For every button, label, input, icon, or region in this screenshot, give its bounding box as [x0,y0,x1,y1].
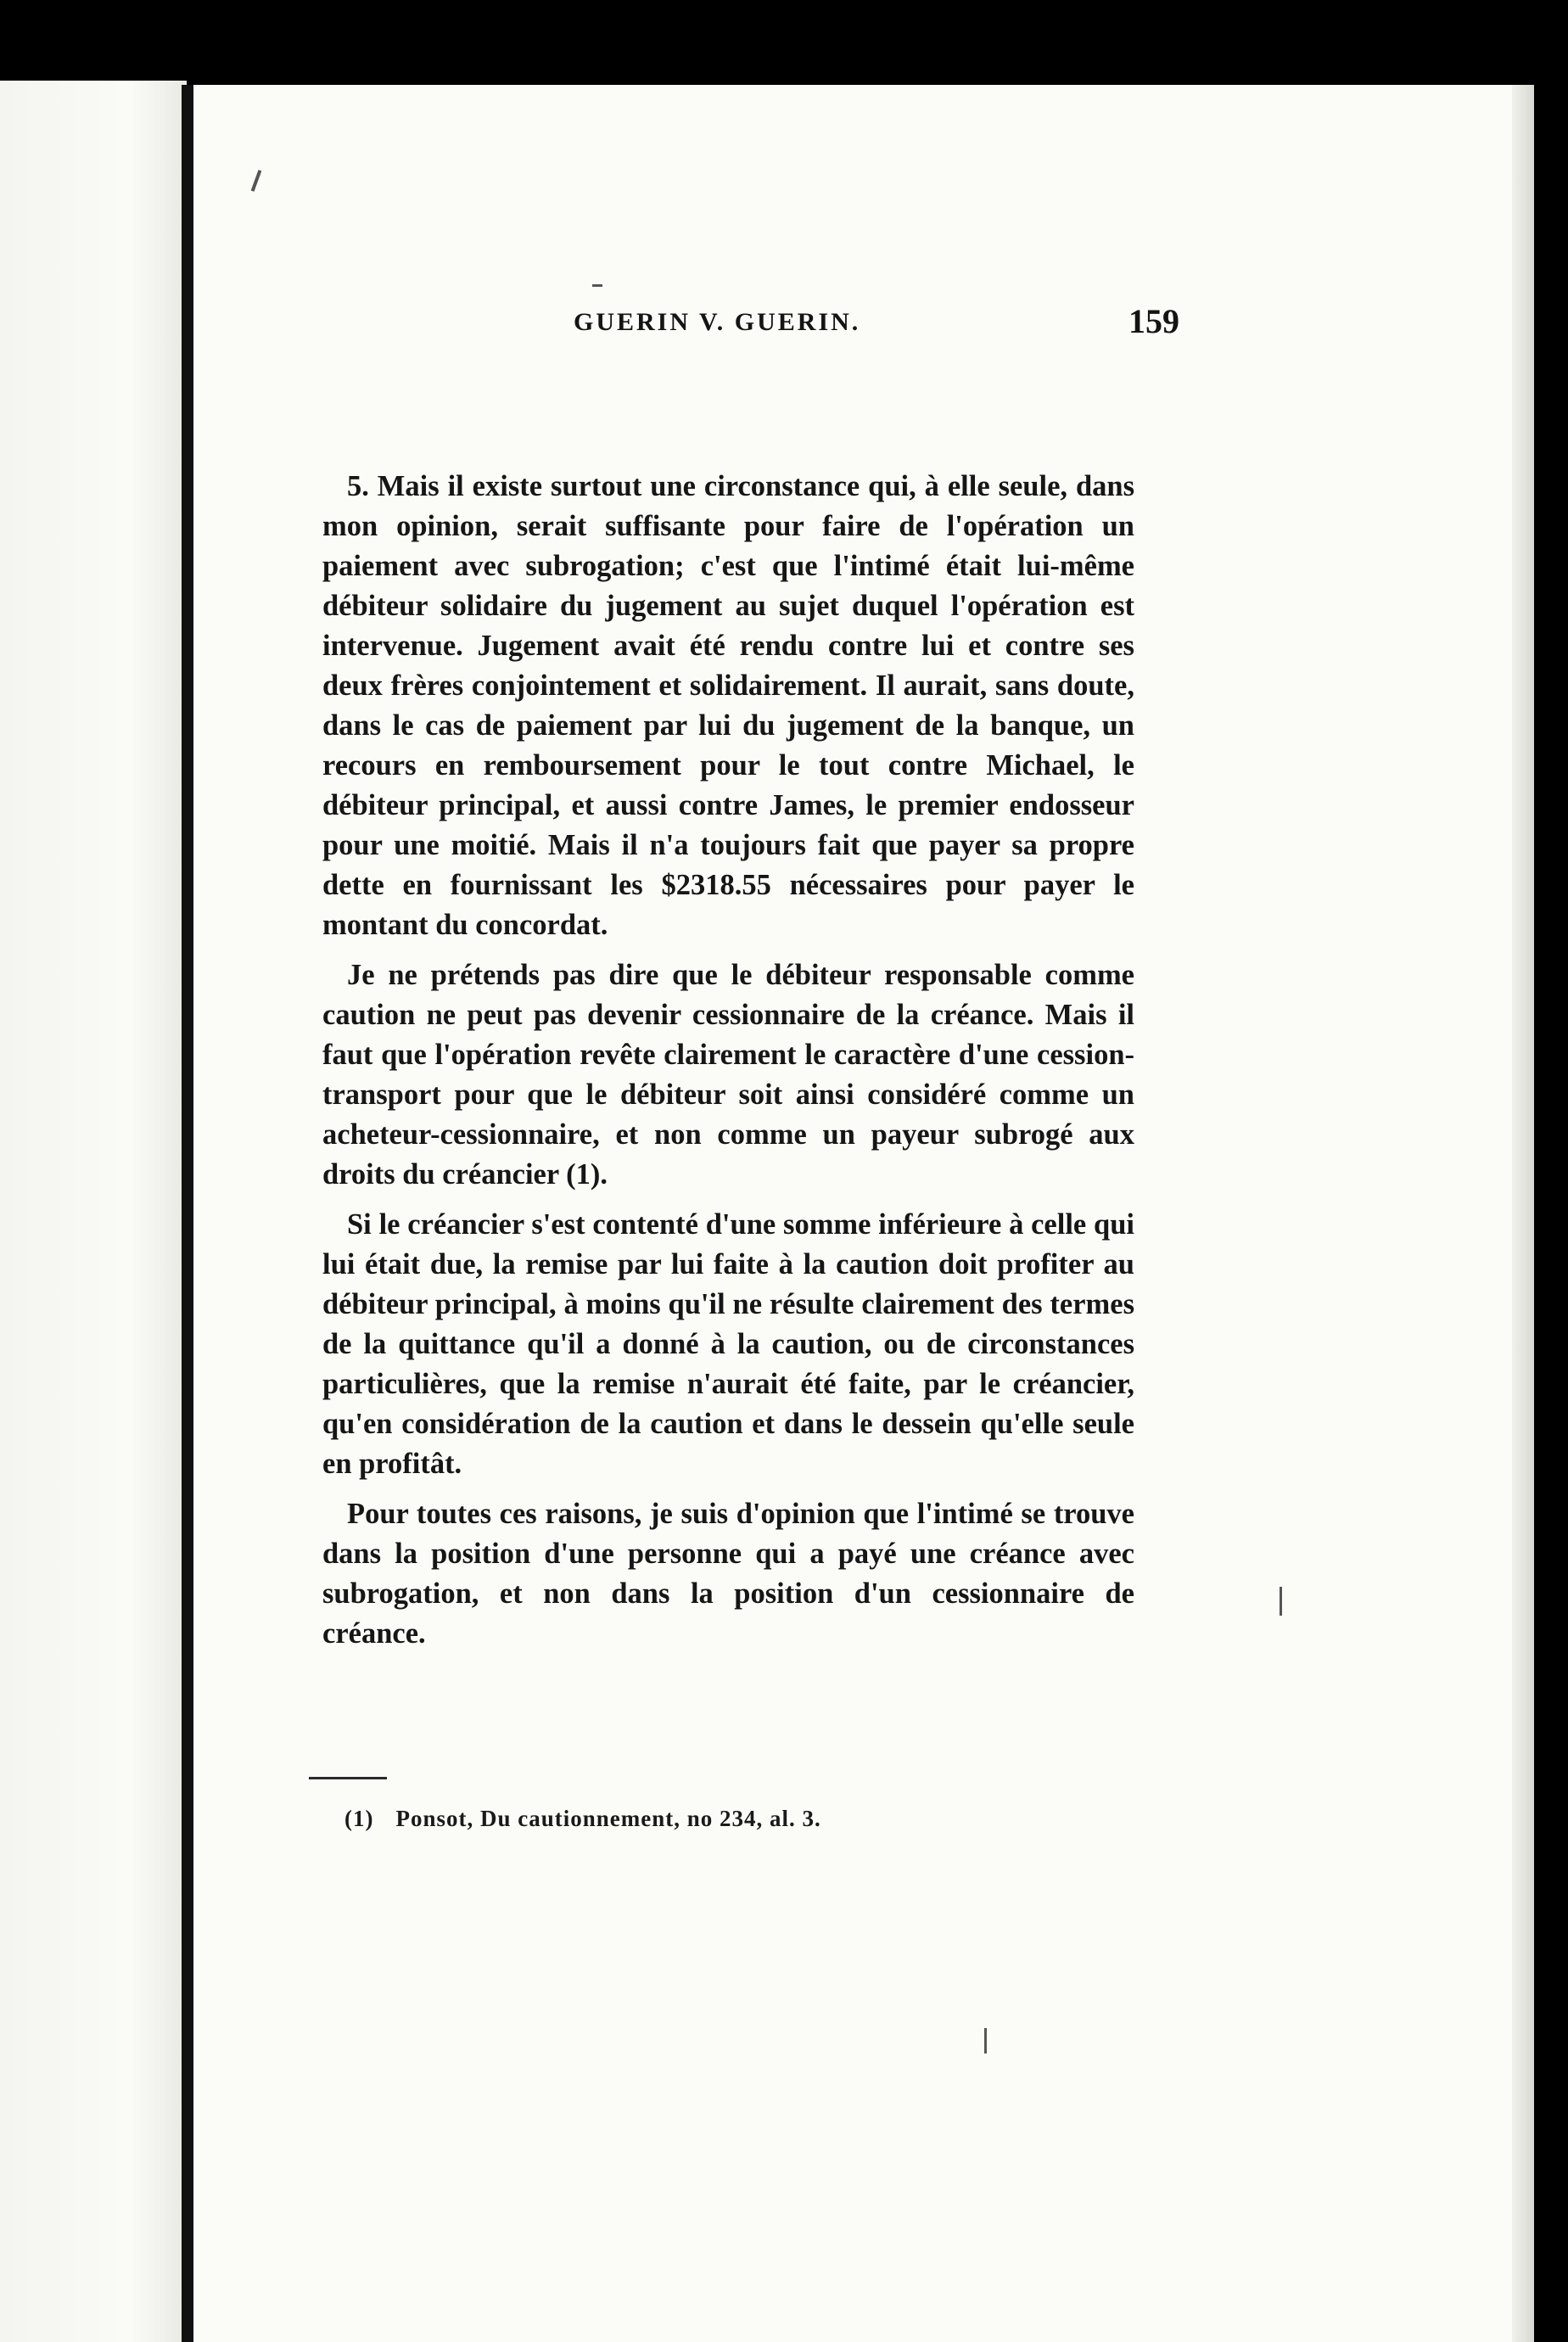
speck [592,284,602,287]
footnote-rule [309,1777,387,1779]
speck [1280,1587,1282,1616]
paragraph: Pour toutes ces raisons, je suis d'opinion que l'intimé se trouve dans la position d'une personne qui a payé une créance avec subrogation, et non dans la position d'un cessionnaire de créance. [322,1498,1134,1650]
footnote [344,1806,1108,1832]
page-number: 159 [1128,302,1179,340]
body-text [322,467,1134,1664]
footnote-text: Ponsot, Du cautionnement, no 234, al. 3. [395,1806,821,1831]
page-edge-shadow [1512,85,1534,2342]
footnote-marker: (1) [344,1806,374,1831]
facing-page-edge [0,81,187,2342]
paragraph: 5. Mais il existe surtout une circonstance qui, à elle seule, dans mon opinion, serait suffisante pour faire de l'opération un paiement avec subrogation; c'est que l'intimé était lui-même débiteur solidaire du jugement au sujet duquel l'opération est intervenue. Jugement avait été rendu contre lui et contre ses deux frères conjointement et solidairement. Il aurait, sans doute, dans le cas de paiement par lui du jugement de la banque, un recours en remboursement pour le tout contre Michael, le débiteur principal, et aussi contre James, le premier endosseur pour une moitié. Mais il n'a toujours fait que payer sa propre dette en fournissant les $2318.55 nécessaires pour payer le montant du concordat. [322,470,1134,941]
running-header [384,301,1179,357]
paragraph: Si le créancier s'est contenté d'une somme inférieure à celle qui lui était due, la remise par lui faite à la caution doit profiter au débiteur principal, à moins qu'il ne résulte clairement des termes de la quittance qu'il a donné à la caution, ou de circonstances particulières, que la remise n'aurait été faite, par le créancier, qu'en considération de la caution et dans le dessein qu'elle seule en profitât. [322,1208,1134,1480]
binding-gutter [182,85,193,2342]
speck [251,170,262,192]
running-title: GUERIN V. GUERIN. [574,308,861,336]
speck [984,2028,987,2053]
paragraph: Je ne prétends pas dire que le débiteur responsable comme caution ne peut pas devenir cessionnaire de la créance. Mais il faut que l'opération revête clairement le caractère d'une cession-transport pour que le débiteur soit ainsi considéré comme un acheteur-cessionnaire, et non comme un payeur subrogé aux droits du créancier (1). [322,959,1134,1191]
